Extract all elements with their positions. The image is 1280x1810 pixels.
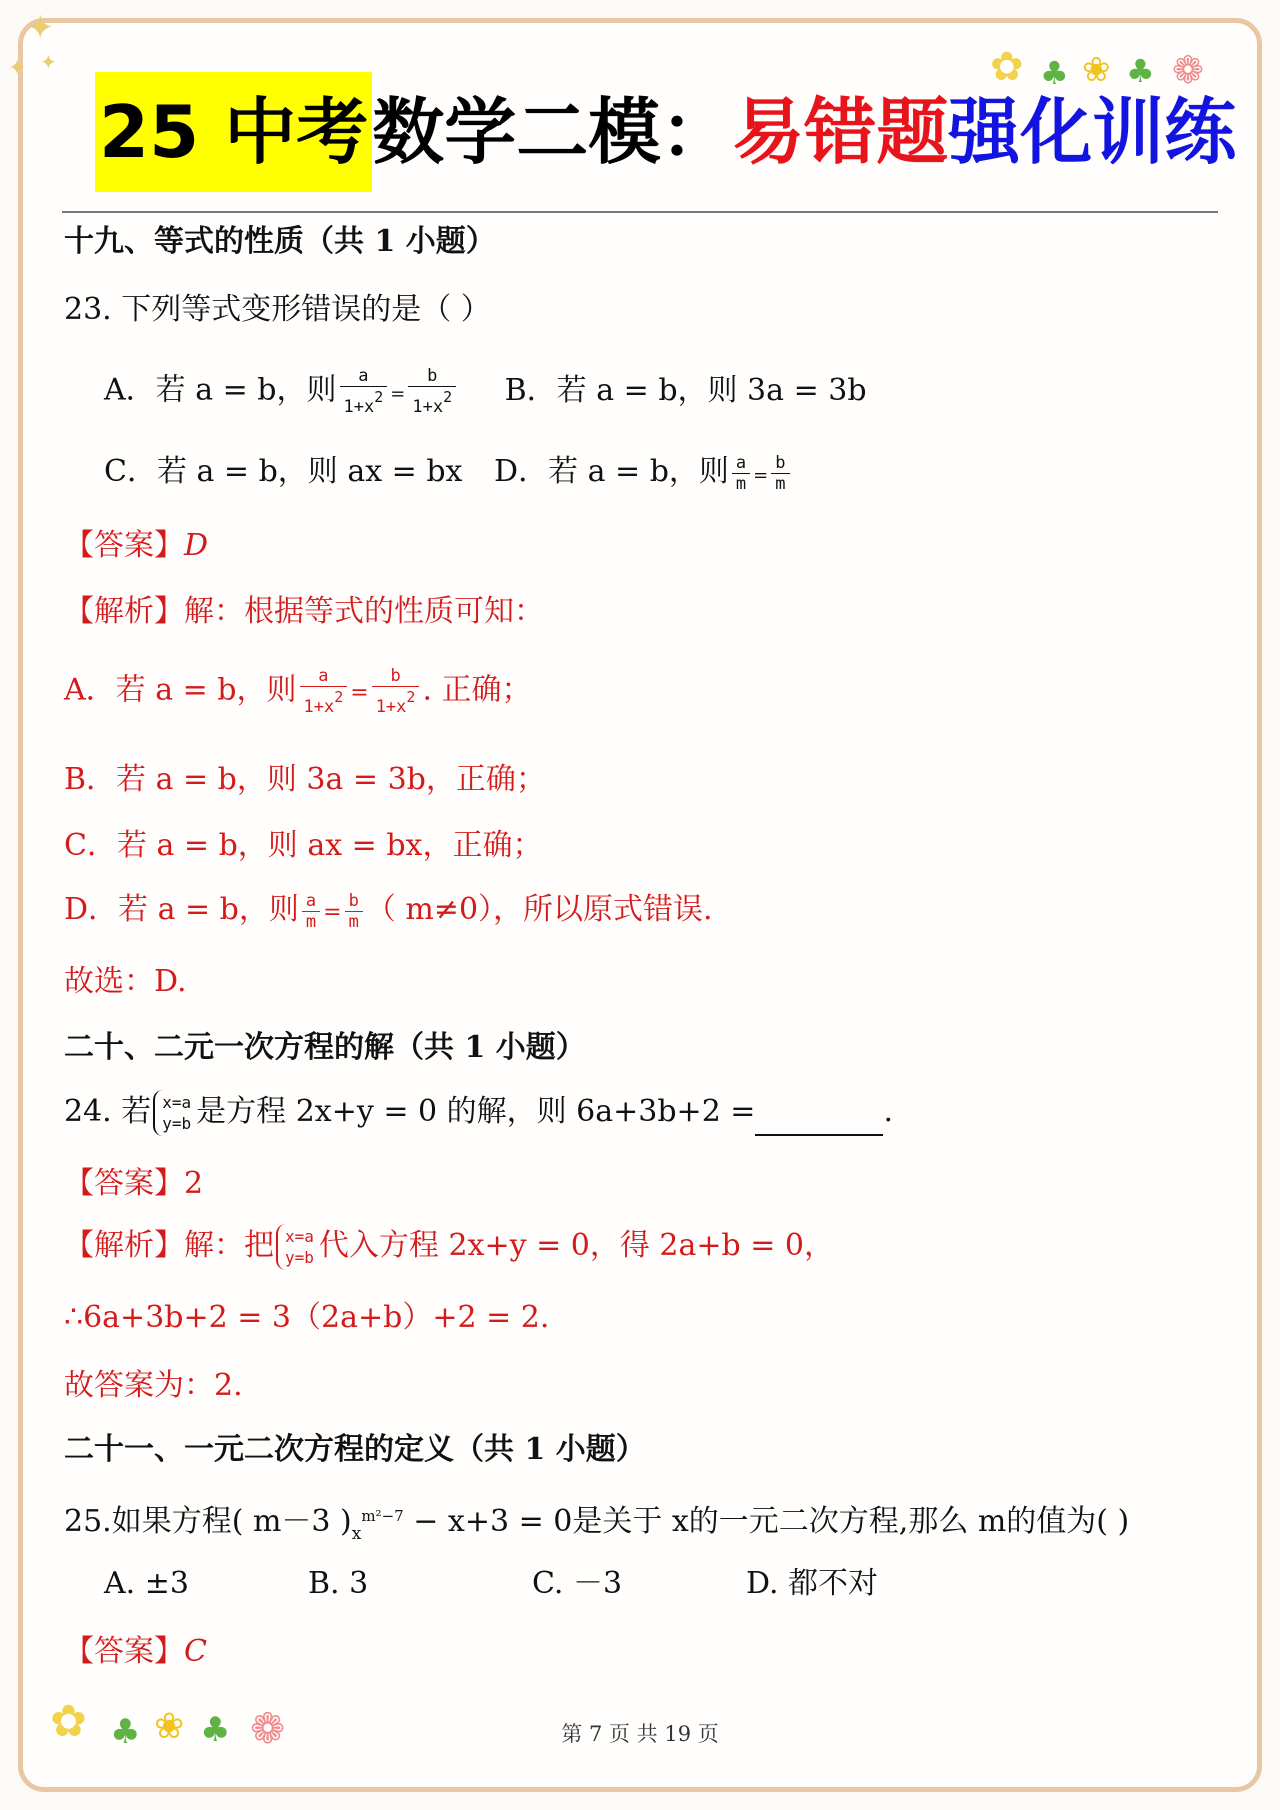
- equals-sign: =: [390, 383, 406, 405]
- answer-blank: [755, 1108, 883, 1136]
- stem-text: 25.如果方程( m－3 ): [64, 1504, 352, 1539]
- answer-24: [64, 1164, 203, 1204]
- option-d: D. 都不对: [746, 1566, 879, 1601]
- fraction-denominator: m: [735, 473, 747, 494]
- equals-sign: =: [350, 680, 369, 706]
- sprout-icon: ❀: [1082, 50, 1111, 90]
- fraction-numerator: a: [340, 366, 388, 387]
- answer-label: 【答案】: [64, 1634, 184, 1669]
- fraction-denominator: m: [348, 911, 359, 932]
- title-red-part: 易错题: [732, 90, 949, 174]
- system-row: x=a: [285, 1227, 314, 1246]
- fraction: [300, 666, 348, 717]
- option-c: C．若 a = b，则 ax = bx: [104, 454, 463, 489]
- rose-icon: ❁: [1172, 48, 1204, 92]
- option-d: [494, 452, 792, 496]
- sprout-icon: ♣: [110, 1712, 141, 1752]
- denominator-text: 1+x: [343, 397, 375, 417]
- fraction-denominator: [372, 687, 420, 717]
- page-footer: 第 7 页 共 19 页: [561, 1722, 719, 1746]
- exponent: 2: [334, 688, 344, 706]
- question-25-options: [104, 1564, 878, 1604]
- exponent: m²−7: [361, 1507, 404, 1525]
- stem-text: 是方程 2x+y = 0 的解，则 6a+3b+2 =: [196, 1094, 756, 1129]
- analysis-23-line-d: [64, 890, 713, 933]
- answer-value: D: [184, 528, 209, 563]
- stem-text: 24. 若: [64, 1094, 152, 1129]
- fraction: [372, 666, 420, 717]
- fraction-numerator: b: [345, 891, 363, 912]
- answer-value: 2: [184, 1166, 204, 1201]
- answer-23: [64, 526, 208, 566]
- option-c: C. －3: [532, 1566, 623, 1601]
- denominator-text: 1+x: [303, 697, 335, 717]
- analysis-23-line-c: C．若 a = b，则 ax = bx，正确；: [64, 828, 543, 863]
- fraction-denominator: [340, 387, 388, 417]
- title-highlight: 25 中考: [95, 72, 372, 192]
- answer-label: 【答案】: [64, 528, 184, 563]
- sprout-icon: ♣: [200, 1710, 231, 1750]
- equals-sign: =: [753, 465, 769, 486]
- line-text: A．若 a = b，则: [64, 672, 297, 708]
- question-23-options-cd: [104, 452, 793, 496]
- option-a: A. ±3: [104, 1566, 189, 1601]
- fraction-denominator: m: [305, 911, 317, 932]
- answer-value: C: [184, 1634, 207, 1669]
- denominator-text: 1+x: [375, 697, 407, 717]
- analysis-24: [64, 1224, 834, 1270]
- fraction-numerator: a: [732, 453, 750, 474]
- analysis-23-line-b: B．若 a = b，则 3a = 3b，正确；: [64, 762, 546, 797]
- system-row: y=b: [285, 1248, 314, 1267]
- sprout-icon: ♣: [1040, 54, 1069, 92]
- conclusion-24: 故答案为：2.: [64, 1368, 243, 1403]
- analysis-23: 【解析】解：根据等式的性质可知：: [64, 594, 544, 629]
- daisy-icon: ✿: [990, 44, 1024, 90]
- exponent: 2: [406, 688, 416, 706]
- fraction: [408, 366, 456, 417]
- page-title: [95, 72, 1237, 192]
- conclusion-23: 故选：D.: [64, 964, 187, 999]
- equation-system: [276, 1224, 317, 1270]
- line-text: 代入方程 2x+y = 0，得 2a+b = 0，: [318, 1228, 834, 1263]
- answer-label: 【答案】: [64, 1166, 184, 1201]
- sprout-icon: ♣: [1126, 52, 1155, 90]
- exponent: 2: [443, 388, 453, 406]
- question-23-stem: 23. 下列等式变形错误的是（ ）: [64, 292, 491, 327]
- fraction: [771, 453, 789, 494]
- exponent: 2: [374, 388, 384, 406]
- title-divider: [62, 211, 1218, 213]
- fraction-denominator: m: [775, 473, 786, 494]
- option-b: B. 3: [308, 1566, 369, 1601]
- sparkle-icon: ✦: [40, 50, 57, 74]
- question-23-options-ab: [104, 366, 867, 417]
- sparkle-icon: ✦: [26, 8, 55, 48]
- system-row: y=b: [162, 1114, 192, 1133]
- answer-25: [64, 1632, 207, 1672]
- option-d-text: D．若 a = b，则: [494, 454, 729, 489]
- stem-text: − x+3 = 0是关于 x的一元二次方程,那么 m的值为( ): [403, 1504, 1130, 1539]
- option-b: B．若 a = b，则 3a = 3b: [504, 372, 867, 408]
- question-24-stem: [64, 1090, 893, 1136]
- line-text: 【解析】解：把: [64, 1228, 274, 1263]
- option-a-text: A．若 a = b，则: [104, 372, 337, 408]
- section-heading-21: 二十一、一元二次方程的定义（共 1 小题）: [64, 1432, 646, 1467]
- rose-icon: ❁: [250, 1704, 286, 1753]
- fraction-denominator: [300, 687, 348, 717]
- section-heading-20: 二十、二元一次方程的解（共 1 小题）: [64, 1030, 586, 1065]
- system-row: x=a: [162, 1093, 192, 1112]
- line-text: D．若 a = b，则: [64, 892, 299, 927]
- stem-text: .: [883, 1094, 893, 1129]
- equation-system: [153, 1090, 194, 1136]
- section-heading-19: 十九、等式的性质（共 1 小题）: [64, 224, 496, 259]
- fraction-numerator: b: [372, 666, 420, 687]
- variable-x: x: [351, 1524, 362, 1544]
- fraction-numerator: b: [771, 453, 789, 474]
- line-text: （ m≠0），所以原式错误.: [365, 892, 713, 927]
- sparkle-icon: ✦: [8, 56, 27, 81]
- title-blue-part: 强化训练: [948, 90, 1237, 174]
- analysis-23-line-a: [64, 666, 532, 717]
- title-subject: 数学二模：: [372, 90, 733, 174]
- fraction: [340, 366, 388, 417]
- daisy-icon: ✿: [50, 1696, 87, 1747]
- fraction-numerator: a: [300, 666, 348, 687]
- question-25-stem: [64, 1496, 1129, 1554]
- line-text: . 正确；: [422, 672, 532, 708]
- fraction-numerator: b: [408, 366, 456, 387]
- option-a: [104, 366, 459, 417]
- fraction: [302, 891, 320, 932]
- equals-sign: =: [323, 900, 342, 925]
- denominator-text: 1+x: [412, 397, 444, 417]
- fraction-numerator: a: [302, 891, 320, 912]
- fraction: [345, 891, 363, 932]
- fraction-denominator: [408, 387, 456, 417]
- fraction: [732, 453, 750, 494]
- sprout-icon: ❀: [154, 1706, 185, 1747]
- analysis-24-step: ∴6a+3b+2 = 3（2a+b）+2 = 2.: [64, 1300, 550, 1335]
